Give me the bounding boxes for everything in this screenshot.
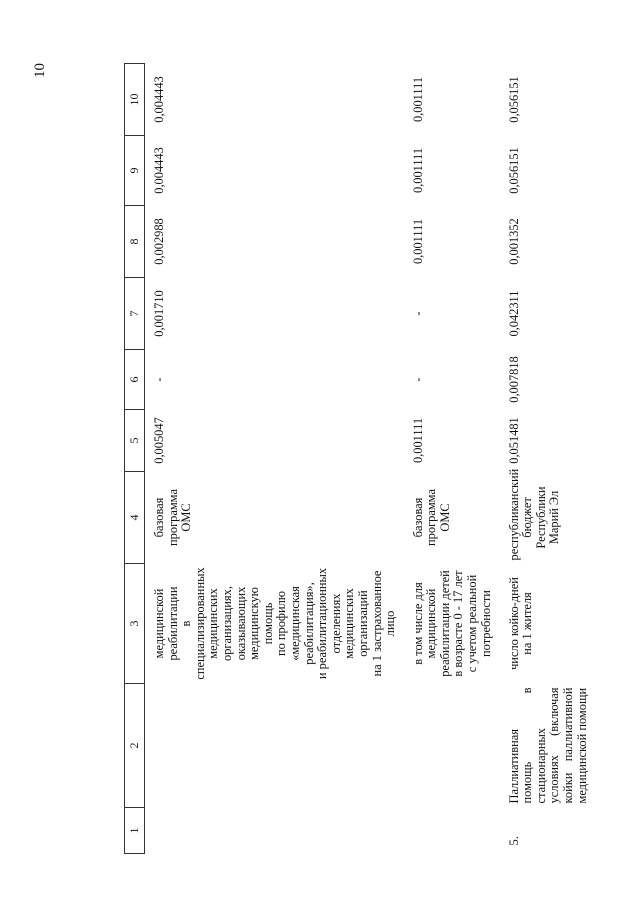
indicator-table — [124, 63, 595, 854]
header-cell: 2 — [125, 684, 145, 808]
value-cell: 0,056151 — [506, 76, 521, 123]
table-row — [404, 64, 500, 854]
unit-of-measure: число койко-дней на 1 жителя — [506, 577, 535, 670]
value-cell: 0,056151 — [506, 147, 521, 194]
value-cell: 0,004443 — [152, 147, 166, 194]
value-cell: 0,001111 — [410, 76, 425, 123]
funding-source: базовая программа ОМС — [410, 489, 452, 546]
header-cell: 4 — [125, 472, 145, 564]
funding-source: базовая программа ОМС — [152, 489, 194, 546]
rotated-table-container — [124, 64, 589, 854]
value-cell: 0,002988 — [152, 218, 166, 265]
table-row — [145, 64, 404, 854]
row-number: 5. — [506, 836, 521, 846]
value-cell: - — [410, 311, 425, 316]
header-row — [125, 64, 145, 854]
header-cell: 9 — [125, 136, 145, 206]
value-cell: 0,001111 — [410, 417, 425, 464]
table-row — [500, 64, 596, 854]
funding-source: республиканский бюджет Республики Марий Эл — [506, 468, 562, 561]
care-type — [145, 684, 404, 808]
header-cell: 5 — [125, 410, 145, 472]
value-cell: 0,005047 — [152, 417, 166, 464]
value-cell: 0,001710 — [152, 290, 166, 337]
header-cell: 6 — [125, 350, 145, 410]
header-cell: 1 — [125, 808, 145, 854]
header-cell: 3 — [125, 564, 145, 684]
value-cell: 0,051481 — [506, 417, 521, 464]
unit-of-measure: медицинской реабилитации в специализированных медицинских организациях, оказывающих медицинскую помощь по профилю «медицинская реабилитация», и реабилитационных отделениях медицинских организаций на 1 застрахованное лицо — [152, 567, 398, 680]
value-cell: 0,001111 — [410, 147, 425, 194]
value-cell: - — [152, 377, 166, 382]
row-number — [404, 808, 500, 854]
value-cell: - — [410, 377, 425, 382]
value-cell: 0,004443 — [152, 76, 166, 123]
page-number: 10 — [32, 63, 48, 78]
header-cell: 10 — [125, 64, 145, 136]
header-cell: 7 — [125, 278, 145, 350]
value-cell: 0,001352 — [506, 218, 521, 265]
unit-of-measure: в том числе для медицинской реабилитации детей в возрасте 0 - 17 лет с учетом реальной потребности — [410, 570, 493, 677]
header-cell: 8 — [125, 206, 145, 278]
care-type — [404, 684, 500, 808]
value-cell: 0,007818 — [506, 356, 521, 403]
value-cell: 0,001111 — [410, 218, 425, 265]
value-cell: 0,042311 — [506, 290, 521, 337]
row-number — [145, 808, 404, 854]
care-type: Паллиативная помощь в стационарных условиях (включая койки паллиативной медицинской помощи — [506, 687, 589, 804]
